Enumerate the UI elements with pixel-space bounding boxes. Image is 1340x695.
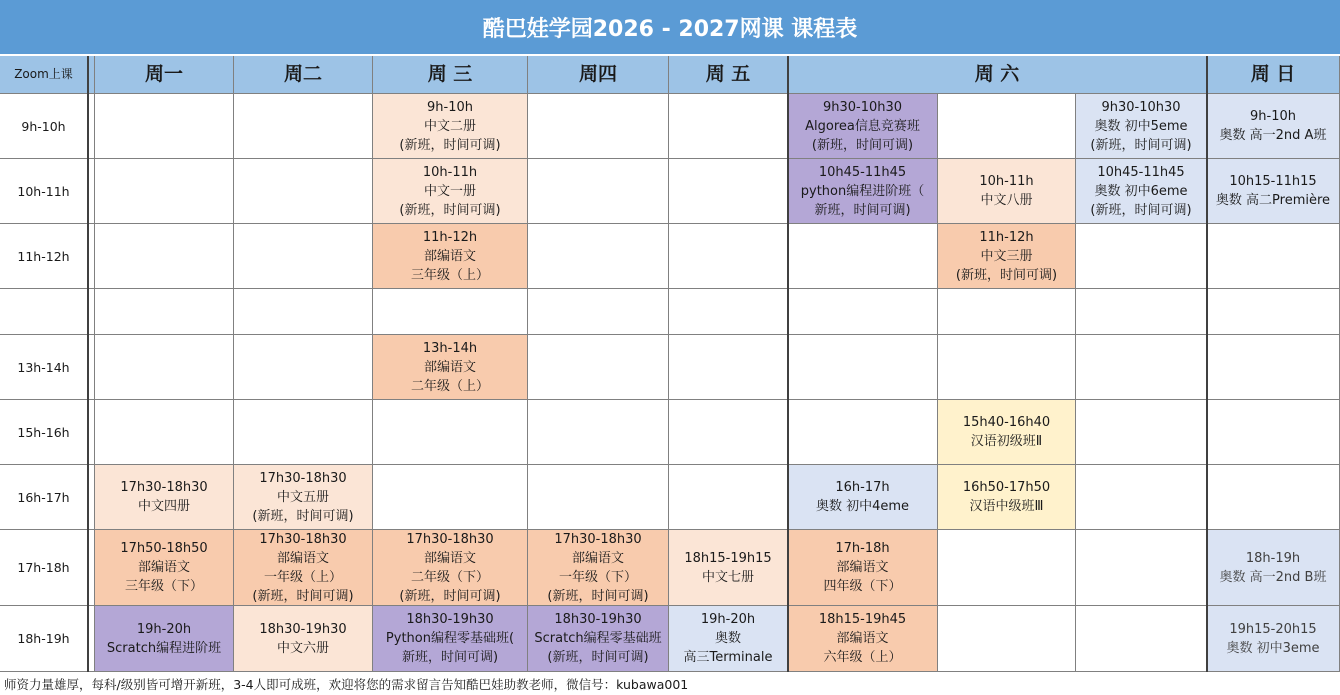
course-cell-r8-thu: [528, 606, 669, 672]
course-cell-r1-sat2: [938, 159, 1076, 224]
course-cell-r7-sat1-line-1: 17h-18h: [835, 541, 890, 556]
day-header-mon: 周一: [95, 56, 234, 94]
course-cell-r2-sat2: [938, 224, 1076, 289]
course-cell-r1-sat1-line-2: python编程进阶班（: [800, 183, 925, 199]
course-cell-r7-tue: [234, 530, 373, 606]
empty-cell: [528, 400, 669, 465]
time-slot-0: 9h-10h: [0, 94, 88, 159]
course-cell-r0-wed-line-3: (新班，时间可调): [399, 137, 501, 153]
empty-cell: [373, 289, 528, 335]
course-cell-r8-thu-line-2: Scratch编程零基础班: [534, 631, 662, 646]
course-cell-r2-wed-line-2: 部编语文: [423, 248, 476, 264]
course-cell-r7-wed-line-1: 17h30-18h30: [406, 531, 494, 547]
course-cell-r8-fri-line-2: 奥数: [714, 631, 741, 646]
header-gap: [88, 56, 95, 94]
day-header-fri: 周 五: [669, 56, 788, 94]
course-cell-r6-sat1-line-1: 16h-17h: [835, 480, 890, 495]
empty-cell: [234, 289, 373, 335]
course-cell-r1-sun: [1207, 159, 1340, 224]
empty-cell: [938, 94, 1076, 159]
empty-cell: [234, 400, 373, 465]
empty-cell: [1076, 224, 1207, 289]
empty-cell: [1076, 289, 1207, 335]
course-cell-r2-sat2-line-1: 11h-12h: [979, 229, 1034, 245]
empty-cell: [528, 289, 669, 335]
footer-note: 师资力量雄厚，每科/级别皆可增开新班，3-4人即可成班，欢迎将您的需求留言告知酷巴娃助教老师，微信号：kubawa001: [0, 672, 1340, 695]
course-cell-r2-wed: [373, 224, 528, 289]
empty-cell: [669, 400, 788, 465]
course-cell-r8-mon-line-1: 19h-20h: [136, 621, 192, 637]
course-cell-r6-tue-line-1: 17h30-18h30: [259, 470, 347, 486]
course-cell-r7-tue-line-3: 一年级（上）: [263, 569, 342, 585]
course-cell-r6-sat1-line-2: 奥数 初中4eme: [815, 499, 910, 514]
empty-cell: [528, 465, 669, 530]
empty-cell: [373, 400, 528, 465]
course-cell-r1-wed-line-3: (新班，时间可调): [399, 202, 501, 218]
empty-cell: [788, 335, 938, 400]
time-slot-1: 10h-11h: [0, 159, 88, 224]
empty-cell: [938, 335, 1076, 400]
course-cell-r7-wed-line-2: 部编语文: [423, 550, 476, 566]
course-cell-r1-wed-line-1: 10h-11h: [422, 164, 478, 180]
empty-cell: [788, 289, 938, 335]
course-cell-r7-sat1-line-3: 四年级（下）: [823, 579, 902, 594]
course-cell-r1-sun-line-2: 奥数 高二Première: [1215, 193, 1331, 208]
course-cell-r8-sun-line-1: 19h15-20h15: [1229, 621, 1317, 637]
course-cell-r8-tue: [234, 606, 373, 672]
gap-cell: [88, 606, 95, 672]
empty-cell: [373, 465, 528, 530]
course-cell-r7-wed-line-4: (新班，时间可调): [399, 588, 501, 604]
course-cell-r7-mon-line-1: 17h50-18h50: [120, 541, 208, 556]
empty-cell: [788, 400, 938, 465]
empty-cell: [1076, 606, 1207, 672]
course-cell-r1-sat3-line-3: (新班，时间可调): [1090, 202, 1192, 218]
course-cell-r8-fri: [669, 606, 788, 672]
course-cell-r1-wed: [373, 159, 528, 224]
gap-cell: [88, 400, 95, 465]
empty-cell: [669, 94, 788, 159]
gap-cell: [88, 530, 95, 606]
course-cell-r8-mon-line-2: Scratch编程进阶班: [106, 640, 222, 656]
course-cell-r0-sat1-line-3: (新班，时间可调): [811, 137, 914, 153]
empty-cell: [669, 224, 788, 289]
course-cell-r1-sat3-line-2: 奥数 初中6eme: [1094, 183, 1188, 199]
empty-cell: [1207, 224, 1340, 289]
course-cell-r0-sat3-line-2: 奥数 初中5eme: [1094, 118, 1188, 134]
day-header-thu: 周四: [528, 56, 669, 94]
course-cell-r0-sun: [1207, 94, 1340, 159]
course-cell-r7-thu-line-4: (新班，时间可调): [547, 588, 649, 604]
course-cell-r0-sat1-line-2: Algorea信息竞赛班: [805, 118, 920, 134]
course-cell-r5-sat2-line-1: 15h40-16h40: [962, 415, 1051, 430]
course-cell-r4-wed-line-2: 部编语文: [423, 359, 476, 375]
course-cell-r1-sat1-line-1: 10h45-11h45: [818, 164, 907, 180]
course-cell-r7-sun: [1207, 530, 1340, 606]
course-cell-r1-sat2-line-1: 10h-11h: [979, 174, 1034, 189]
course-cell-r8-sun-line-2: 奥数 初中3eme: [1226, 640, 1320, 656]
course-cell-r0-sun-line-2: 奥数 高一2nd A班: [1219, 128, 1327, 143]
empty-cell: [528, 335, 669, 400]
gap-cell: [88, 465, 95, 530]
course-cell-r6-sat1: [788, 465, 938, 530]
empty-cell: [234, 94, 373, 159]
course-cell-r8-sat1: [788, 606, 938, 672]
empty-cell: [788, 224, 938, 289]
course-cell-r7-thu: [528, 530, 669, 606]
empty-cell: [1207, 400, 1340, 465]
time-slot-3: [0, 289, 88, 335]
course-cell-r8-tue-line-2: 中文六册: [276, 640, 329, 656]
time-slot-5: 15h-16h: [0, 400, 88, 465]
empty-cell: [938, 530, 1076, 606]
course-cell-r1-sat2-line-2: 中文八册: [980, 193, 1033, 208]
gap-cell: [88, 224, 95, 289]
empty-cell: [234, 159, 373, 224]
empty-cell: [1076, 400, 1207, 465]
course-cell-r6-mon-line-1: 17h30-18h30: [120, 480, 208, 495]
empty-cell: [528, 224, 669, 289]
gap-cell: [88, 289, 95, 335]
course-cell-r2-wed-line-3: 三年级（上）: [410, 267, 489, 283]
empty-cell: [95, 159, 234, 224]
course-cell-r7-mon-line-3: 三年级（下）: [124, 579, 203, 594]
time-slot-6: 16h-17h: [0, 465, 88, 530]
course-cell-r6-tue-line-3: (新班，时间可调): [252, 508, 354, 524]
course-cell-r8-fri-line-1: 19h-20h: [700, 612, 756, 627]
empty-cell: [938, 289, 1076, 335]
course-cell-r0-wed: [373, 94, 528, 159]
course-cell-r1-sat1-line-3: 新班，时间可调): [814, 202, 911, 218]
day-header-sun: 周 日: [1207, 56, 1340, 94]
course-cell-r6-tue-line-2: 中文五册: [276, 489, 329, 505]
time-slot-4: 13h-14h: [0, 335, 88, 400]
empty-cell: [669, 465, 788, 530]
course-cell-r7-sun-line-2: 奥数 高一2nd B班: [1219, 569, 1327, 585]
course-cell-r4-wed-line-3: 二年级（上）: [410, 378, 489, 394]
course-cell-r7-fri-line-1: 18h15-19h15: [684, 550, 772, 566]
empty-cell: [234, 224, 373, 289]
course-cell-r0-wed-line-1: 9h-10h: [427, 99, 473, 115]
course-cell-r7-thu-line-1: 17h30-18h30: [554, 531, 642, 547]
course-cell-r7-thu-line-3: 一年级（下）: [558, 569, 637, 585]
course-cell-r1-sat3: [1076, 159, 1207, 224]
course-cell-r7-wed: [373, 530, 528, 606]
course-cell-r7-wed-line-3: 二年级（下）: [410, 569, 489, 585]
course-cell-r7-tue-line-1: 17h30-18h30: [259, 531, 347, 547]
course-cell-r8-fri-line-3: 高三Terminale: [683, 650, 773, 665]
course-cell-r7-tue-line-4: (新班，时间可调): [252, 588, 354, 604]
course-cell-r6-mon-line-2: 中文四册: [137, 499, 190, 514]
course-cell-r8-wed: [373, 606, 528, 672]
course-cell-r6-mon: [95, 465, 234, 530]
course-cell-r1-wed-line-2: 中文一册: [423, 183, 476, 199]
empty-cell: [1076, 530, 1207, 606]
course-cell-r4-wed-line-1: 13h-14h: [422, 340, 478, 356]
empty-cell: [95, 94, 234, 159]
course-cell-r0-sun-line-1: 9h-10h: [1250, 109, 1296, 124]
empty-cell: [1207, 335, 1340, 400]
empty-cell: [669, 289, 788, 335]
course-cell-r0-sat3: [1076, 94, 1207, 159]
course-cell-r7-tue-line-2: 部编语文: [276, 550, 329, 566]
course-cell-r8-mon: [95, 606, 234, 672]
section-divider: [1206, 56, 1208, 672]
course-cell-r7-mon-line-2: 部编语文: [137, 560, 190, 575]
course-cell-r7-sun-line-1: 18h-19h: [1245, 550, 1301, 566]
empty-cell: [95, 335, 234, 400]
course-cell-r7-fri-line-2: 中文七册: [701, 569, 754, 585]
course-cell-r8-tue-line-1: 18h30-19h30: [259, 621, 347, 637]
day-header-wed: 周 三: [373, 56, 528, 94]
course-cell-r8-wed-line-2: Python编程零基础班(: [385, 631, 515, 646]
empty-cell: [95, 224, 234, 289]
course-cell-r7-sat1-line-2: 部编语文: [836, 560, 889, 575]
section-divider: [787, 56, 789, 672]
time-slot-8: 18h-19h: [0, 606, 88, 672]
gap-cell: [88, 159, 95, 224]
page-title: 酷巴娃学园2026 - 2027网课 课程表: [0, 0, 1340, 56]
empty-cell: [1207, 289, 1340, 335]
course-cell-r7-sat1: [788, 530, 938, 606]
course-cell-r6-sat2-line-2: 汉语中级班Ⅲ: [969, 499, 1044, 514]
course-cell-r6-sat2-line-1: 16h50-17h50: [962, 480, 1051, 495]
section-divider: [87, 56, 89, 672]
course-cell-r8-sat1-line-3: 六年级（上）: [823, 650, 902, 665]
course-cell-r7-fri: [669, 530, 788, 606]
course-cell-r6-sat2: [938, 465, 1076, 530]
course-cell-r4-wed: [373, 335, 528, 400]
time-slot-2: 11h-12h: [0, 224, 88, 289]
course-cell-r8-thu-line-3: (新班，时间可调): [547, 650, 649, 665]
gap-cell: [88, 94, 95, 159]
empty-cell: [669, 159, 788, 224]
empty-cell: [938, 606, 1076, 672]
course-cell-r5-sat2: [938, 400, 1076, 465]
course-cell-r5-sat2-line-2: 汉语初级班Ⅱ: [970, 434, 1043, 449]
day-header-tue: 周二: [234, 56, 373, 94]
course-cell-r2-sat2-line-3: (新班，时间可调): [955, 267, 1058, 283]
course-cell-r8-wed-line-1: 18h30-19h30: [406, 612, 494, 627]
empty-cell: [1076, 335, 1207, 400]
course-cell-r0-wed-line-2: 中文二册: [423, 118, 476, 134]
course-cell-r7-thu-line-2: 部编语文: [571, 550, 624, 566]
empty-cell: [528, 159, 669, 224]
course-cell-r7-mon: [95, 530, 234, 606]
course-cell-r0-sat3-line-1: 9h30-10h30: [1101, 99, 1181, 115]
day-header-sat: 周 六: [788, 56, 1207, 94]
empty-cell: [95, 400, 234, 465]
course-cell-r8-sat1-line-1: 18h15-19h45: [818, 612, 907, 627]
empty-cell: [1207, 465, 1340, 530]
course-cell-r1-sat3-line-1: 10h45-11h45: [1097, 164, 1185, 180]
course-cell-r1-sat1: [788, 159, 938, 224]
empty-cell: [669, 335, 788, 400]
course-cell-r6-tue: [234, 465, 373, 530]
course-cell-r2-wed-line-1: 11h-12h: [422, 229, 478, 245]
empty-cell: [1076, 465, 1207, 530]
zoom-header: Zoom上课: [0, 56, 88, 94]
course-cell-r0-sat3-line-3: (新班，时间可调): [1090, 137, 1192, 153]
course-cell-r8-thu-line-1: 18h30-19h30: [554, 612, 642, 627]
course-cell-r0-sat1: [788, 94, 938, 159]
course-cell-r1-sun-line-1: 10h15-11h15: [1229, 174, 1317, 189]
course-cell-r0-sat1-line-1: 9h30-10h30: [822, 99, 903, 115]
course-cell-r8-wed-line-3: 新班，时间可调): [401, 650, 499, 665]
empty-cell: [528, 94, 669, 159]
course-cell-r8-sat1-line-2: 部编语文: [836, 631, 889, 646]
empty-cell: [234, 335, 373, 400]
empty-cell: [95, 289, 234, 335]
course-cell-r2-sat2-line-2: 中文三册: [980, 248, 1033, 264]
course-cell-r8-sun: [1207, 606, 1340, 672]
gap-cell: [88, 335, 95, 400]
time-slot-7: 17h-18h: [0, 530, 88, 606]
